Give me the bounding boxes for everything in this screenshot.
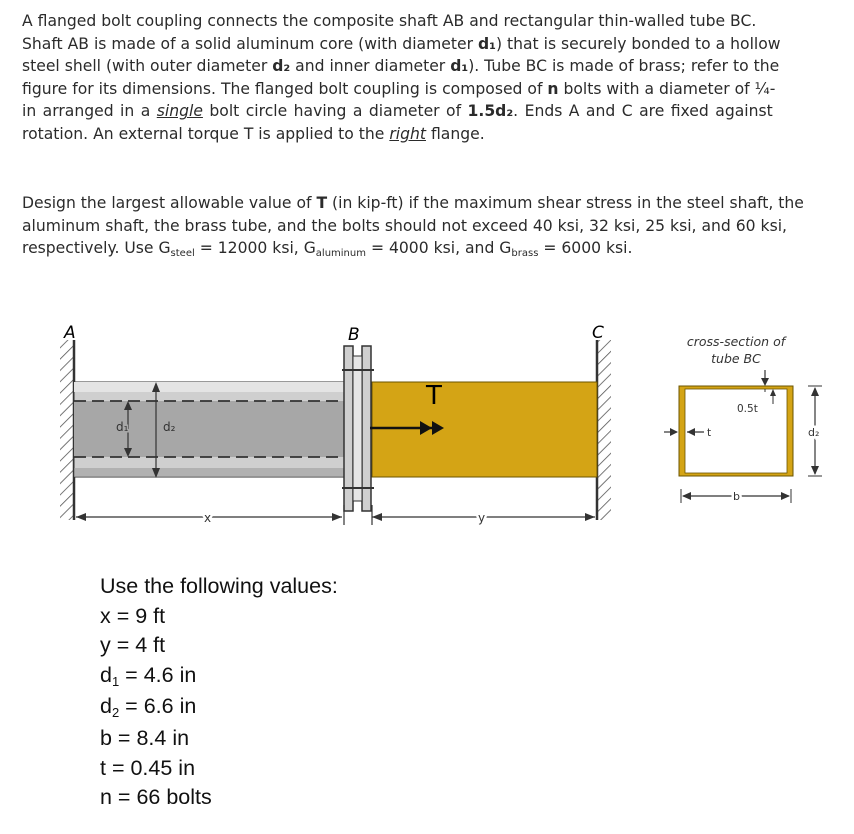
flange-coupling: [342, 346, 374, 511]
aluminum-core: [74, 401, 344, 457]
label-x: x: [204, 511, 212, 525]
section-title-1: cross-section of: [686, 334, 786, 349]
value-d1: d1 = 4.6 in: [100, 662, 197, 689]
label-torque: T: [426, 381, 442, 411]
left-fixed-wall: [60, 340, 74, 520]
right-fixed-wall: [597, 340, 611, 520]
label-d1: d₁: [116, 420, 129, 434]
question-line-1: Design the largest allowable value of T (in kip-ft) if the maximum shear stress in the steel shaft, the: [22, 194, 804, 212]
value-x: x = 9 ft: [100, 603, 166, 628]
label-t-thickness: t: [707, 427, 712, 439]
label-c: C: [592, 323, 604, 343]
brass-tube: [372, 382, 597, 477]
tube-cross-section: [679, 386, 793, 476]
label-half-t: 0.5t: [737, 403, 758, 415]
label-b-width: b: [733, 490, 740, 503]
label-y: y: [478, 511, 486, 525]
problem-line-6: rotation. An external torque T is applied to the right flange.: [22, 124, 485, 143]
value-n: n = 66 bolts: [100, 785, 212, 810]
given-values: [100, 572, 338, 813]
values-heading: Use the following values:: [100, 574, 338, 598]
value-b: b = 8.4 in: [100, 725, 190, 750]
problem-line-4: figure for its dimensions. The flanged bolt coupling is composed of n bolts with a diameter of ¼-: [22, 79, 776, 98]
problem-line-3: steel shell (with outer diameter d₂ and inner diameter d₁). Tube BC is made of brass; refer to the: [22, 57, 780, 76]
label-d2-height: d₂: [808, 426, 820, 439]
problem-line-5: in arranged in a single bolt circle having a diameter of 1.5d₂. Ends A and C are fixed against: [22, 102, 773, 121]
value-t: t = 0.45 in: [100, 755, 196, 780]
question-line-3: respectively. Use $G_{steel} = 12000$ ksi, $G_{aluminum} = 4000$ ksi, and $G_{brass} = 6000$ ksi.: [22, 239, 633, 260]
value-d2: d2 = 6.6 in: [100, 694, 197, 721]
value-y: y = 4 ft: [100, 633, 166, 658]
problem-line-2: Shaft AB is made of a solid aluminum core (with diameter d₁) that is securely bonded to a hollow: [22, 34, 781, 53]
question-line-2: aluminum shaft, the brass tube, and the bolts should not exceed 40 ksi, 32 ksi, 25 ksi, and 60 ksi,: [22, 216, 787, 235]
problem-line-1: A flanged bolt coupling connects the composite shaft AB and rectangular thin-walled tube BC.: [22, 12, 757, 30]
section-title-2: tube BC: [711, 351, 761, 366]
label-d2: d₂: [163, 420, 176, 434]
label-b: B: [348, 325, 360, 345]
label-a: A: [64, 323, 76, 343]
